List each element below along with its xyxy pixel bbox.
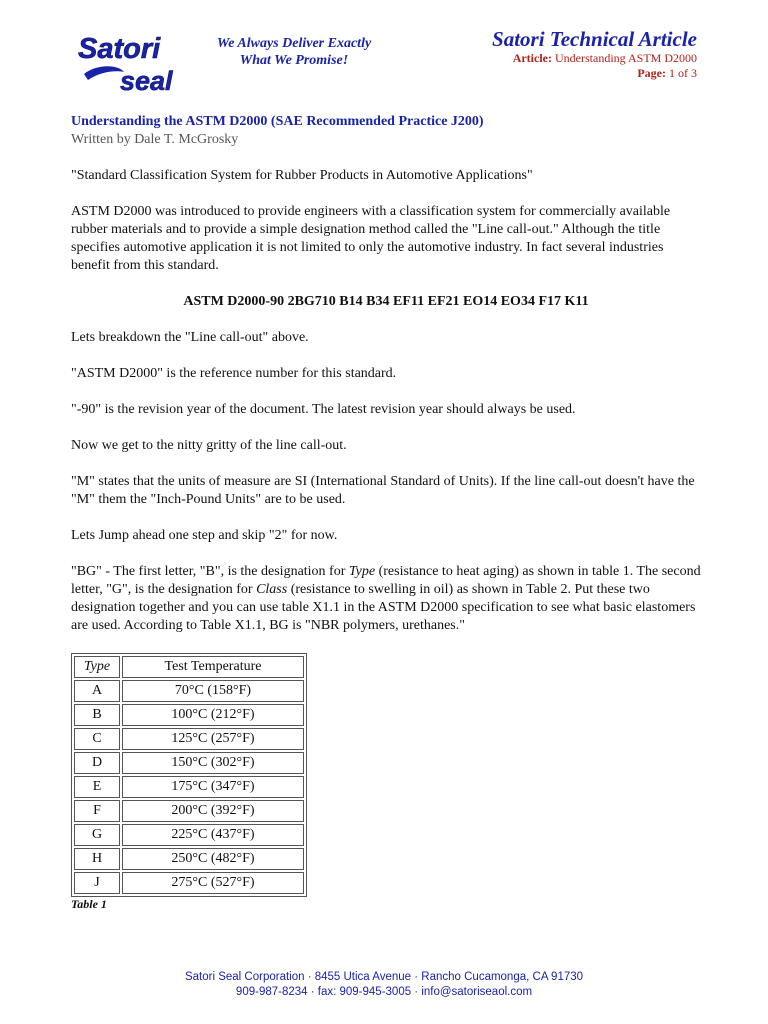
bg-type-term: Type (348, 564, 376, 579)
type-cell: J (74, 872, 120, 894)
header-type-label: Type (83, 659, 111, 674)
bg-text-b: (resistance to heat aging) as shown in table 1. The second letter, "G", is the designation for (71, 564, 701, 597)
type-cell: C (74, 728, 120, 750)
type-cell: B (74, 704, 120, 726)
type-temperature-table (71, 653, 307, 897)
slogan-line-2: What We Promise! (239, 53, 349, 68)
footer-contact: 909-987-8234 · fax: 909-945-3005 · info@satoriseaol.com (235, 986, 533, 998)
table-row (74, 824, 304, 846)
temperature-cell: 200°C (392°F) (122, 800, 304, 822)
temperature-cell: 150°C (302°F) (122, 752, 304, 774)
page-footer (0, 970, 768, 1000)
logo-text-bottom: seal (120, 66, 173, 96)
page-label: Page: (637, 66, 666, 80)
paragraph-breakdown: Lets breakdown the "Line call-out" above. (71, 330, 309, 345)
article-meta (492, 51, 697, 66)
type-cell: A (74, 680, 120, 702)
article-header (492, 27, 697, 81)
temperature-cell: 225°C (437°F) (122, 824, 304, 846)
paragraph-nitty-gritty: Now we get to the nitty gritty of the line call-out. (71, 438, 347, 453)
table-1-wrapper (71, 653, 307, 911)
temperature-cell: 275°C (527°F) (122, 872, 304, 894)
article-value: Understanding ASTM D2000 (555, 51, 697, 65)
header-type (74, 656, 120, 678)
table-row (74, 728, 304, 750)
slogan (212, 35, 376, 69)
satori-seal-logo (74, 30, 200, 98)
table-row (74, 848, 304, 870)
article-body (71, 113, 701, 653)
table-row (74, 752, 304, 774)
type-cell: D (74, 752, 120, 774)
type-cell: G (74, 824, 120, 846)
table-header-row (74, 656, 304, 678)
temperature-cell: 70°C (158°F) (122, 680, 304, 702)
header-title: Satori Technical Article (492, 27, 697, 51)
header-test-temperature: Test Temperature (122, 656, 304, 678)
table-row (74, 776, 304, 798)
line-callout: ASTM D2000-90 2BG710 B14 B34 EF11 EF21 EO14 EO34 F17 K11 (183, 294, 589, 309)
page-meta (492, 66, 697, 81)
type-cell: H (74, 848, 120, 870)
bg-text-c: (resistance to swelling in oil) as shown in Table 2. Put these two designation together and you can use table X1.1 in the ASTM D2000 specification to see what basic elastomers are used. According to Table X1.1, BG is "NBR polymers, urethanes." (71, 582, 696, 633)
table-1-caption: Table 1 (71, 897, 107, 911)
article-title: Understanding the ASTM D2000 (SAE Recommended Practice J200) (71, 114, 484, 129)
article-byline: Written by Dale T. McGrosky (71, 132, 239, 147)
page-value: 1 of 3 (669, 66, 697, 80)
temperature-cell: 100°C (212°F) (122, 704, 304, 726)
bg-class-term: Class (256, 582, 288, 597)
type-cell: E (74, 776, 120, 798)
paragraph-intro: ASTM D2000 was introduced to provide engineers with a classification system for commercially available rubber materials and to provide a simple designation method called the "Line call-out." Although the title specifies automotive application it is not limited to only the automotive industry. In fact several industries benefit from this standard. (71, 204, 671, 273)
footer-address: Satori Seal Corporation · 8455 Utica Avenue · Rancho Cucamonga, CA 91730 (184, 971, 584, 983)
paragraph-reference: "ASTM D2000" is the reference number for this standard. (71, 366, 397, 381)
paragraph-subtitle: "Standard Classification System for Rubber Products in Automotive Applications" (71, 168, 533, 183)
type-cell: F (74, 800, 120, 822)
paragraph-revision: "-90" is the revision year of the document. The latest revision year should always be used. (71, 402, 576, 417)
paragraph-units: "M" states that the units of measure are SI (International Standard of Units). If the line call-out doesn't have the "M" them the "Inch-Pound Units" are to be used. (71, 474, 695, 507)
slogan-line-1: We Always Deliver Exactly (216, 36, 372, 51)
temperature-cell: 125°C (257°F) (122, 728, 304, 750)
table-row (74, 800, 304, 822)
temperature-cell: 250°C (482°F) (122, 848, 304, 870)
table-row (74, 680, 304, 702)
bg-text-a: "BG" - The first letter, "B", is the designation for (71, 564, 349, 579)
temperature-cell: 175°C (347°F) (122, 776, 304, 798)
paragraph-skip: Lets Jump ahead one step and skip "2" for now. (71, 528, 338, 543)
paragraph-bg (71, 563, 701, 635)
logo-text-top: Satori (78, 33, 161, 65)
table-row (74, 872, 304, 894)
table-row (74, 704, 304, 726)
article-label: Article: (512, 51, 552, 65)
logo-swoosh (84, 66, 124, 80)
